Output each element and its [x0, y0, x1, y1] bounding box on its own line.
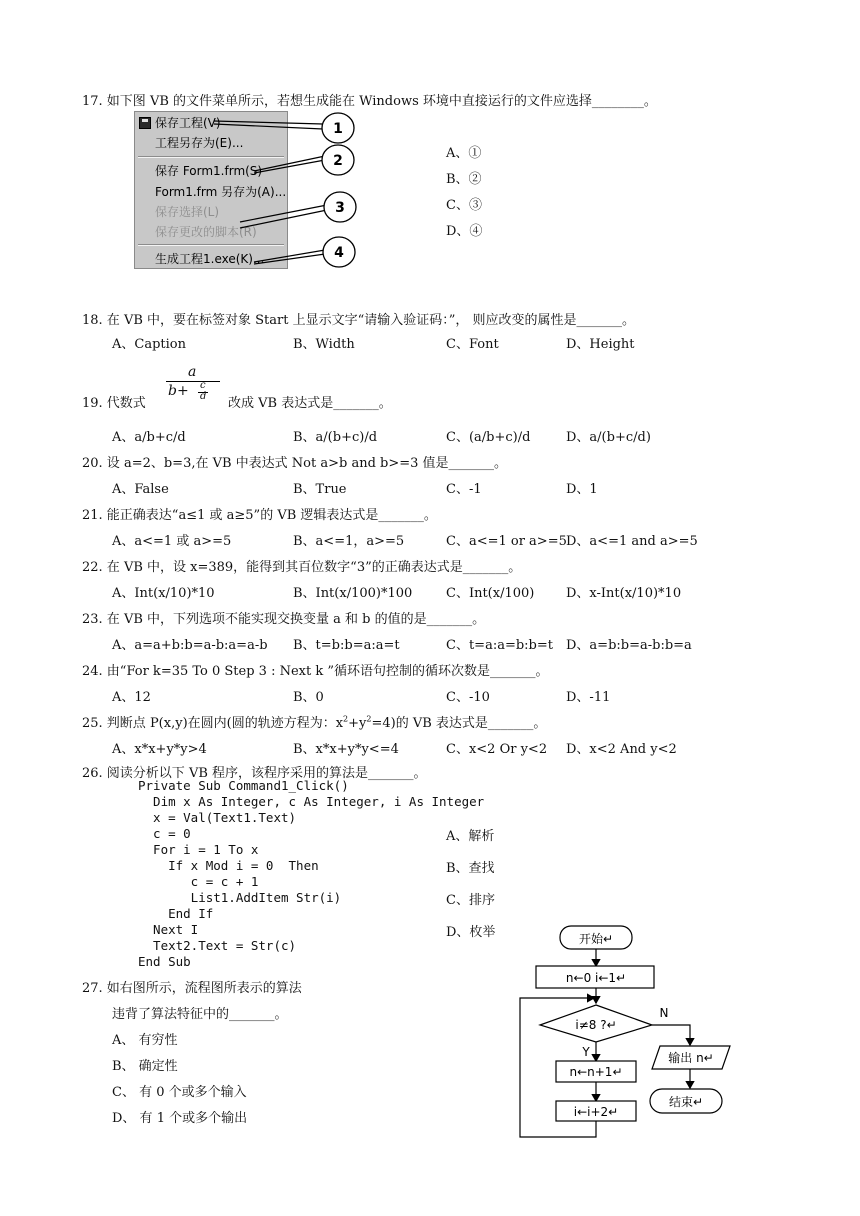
q26-option-d[interactable]: D、枚举 — [446, 925, 496, 940]
fraction-denominator: b+ — [168, 383, 189, 399]
q21-option-a[interactable]: A、a<=1 或 a>=5 — [112, 534, 232, 549]
callout-label: 3 — [335, 200, 345, 216]
menu-item-make-exe: 生成工程1.exe(K)... — [155, 252, 265, 266]
q20-option-c[interactable]: C、-1 — [446, 482, 482, 497]
q27-option-c[interactable]: C、 有 0 个或多个输入 — [112, 1085, 247, 1100]
q17-option-b[interactable]: B、② — [446, 172, 482, 187]
code-line: End Sub — [138, 954, 191, 969]
q23-option-c[interactable]: C、t=a:a=b:b=t — [446, 638, 553, 653]
q18-stem: 18. 在 VB 中，要在标签对象 Start 上显示文字“请输入验证码：”， 则应改变的属性是_______。 — [82, 313, 636, 328]
q23-stem: 23. 在 VB 中，下列选项不能实现交换变量 a 和 b 的值的是_______。 — [82, 612, 486, 627]
q26-option-c[interactable]: C、排序 — [446, 893, 495, 908]
code-line: For i = 1 To x — [138, 842, 259, 857]
q20-option-b[interactable]: B、True — [293, 482, 347, 497]
flow-end-label: 结束↵ — [668, 1095, 704, 1109]
flow-no-label: N — [659, 1006, 669, 1020]
q22-option-c[interactable]: C、Int(x/100) — [446, 586, 535, 601]
q17-option-c[interactable]: C、③ — [446, 198, 482, 213]
q26-option-a[interactable]: A、解析 — [446, 829, 495, 844]
q25-stem: 25. 判断点 P(x,y)在圆内(圆的轨迹方程为：$x^2+y^2=4$)的 VB 表达式是_______。 — [82, 714, 547, 731]
flow-yes-label: Y — [582, 1045, 590, 1059]
code-line: If x Mod i = 0 Then — [138, 858, 319, 873]
q25-option-d[interactable]: D、x<2 And y<2 — [566, 742, 677, 757]
menu-item-save-changed-script: 保存更改的脚本(R) — [155, 225, 257, 239]
q21-option-b[interactable]: B、a<=1，a>=5 — [293, 534, 405, 549]
q24-option-a[interactable]: A、12 — [112, 690, 151, 705]
menu-item-save-selection: 保存选择(L) — [155, 205, 220, 219]
q24-option-d[interactable]: D、-11 — [566, 690, 611, 705]
q21-option-d[interactable]: D、a<=1 and a>=5 — [566, 534, 698, 549]
code-line: Text2.Text = Str(c) — [138, 938, 297, 953]
q24-option-c[interactable]: C、-10 — [446, 690, 490, 705]
q24-stem: 24. 由“For k=35 To 0 Step 3 : Next k ”循环语句控制的循环次数是_______。 — [82, 664, 549, 679]
inner-denominator: d — [200, 391, 207, 402]
q27-option-b[interactable]: B、 确定性 — [112, 1059, 178, 1074]
flow-step-i-label: i←i+2↵ — [573, 1105, 619, 1119]
q18-option-c[interactable]: C、Font — [446, 337, 499, 352]
menu-item-save-form-as: Form1.frm 另存为(A)... — [155, 185, 287, 199]
flow-step-n-label: n←n+1↵ — [569, 1065, 623, 1079]
q20-option-d[interactable]: D、1 — [566, 482, 598, 497]
q24-option-b[interactable]: B、0 — [293, 690, 324, 705]
q19-option-c[interactable]: C、(a/b+c)/d — [446, 430, 531, 445]
q22-option-a[interactable]: A、Int(x/10)*10 — [112, 586, 215, 601]
flow-init-label: n←0 i←1↵ — [565, 971, 627, 985]
menu-item-save-project-as: 工程另存为(E)... — [155, 136, 244, 150]
q19-option-d[interactable]: D、a/(b+c/d) — [566, 430, 651, 445]
menu-item-save-project: 保存工程(V) — [155, 116, 221, 130]
q19-option-b[interactable]: B、a/(b+c)/d — [293, 430, 378, 445]
q27-stem-line2: 违背了算法特征中的_______。 — [112, 1007, 288, 1022]
inner-numerator: c — [200, 380, 206, 391]
q27-option-d[interactable]: D、 有 1 个或多个输出 — [112, 1111, 248, 1126]
callout-label: 1 — [333, 121, 343, 137]
q20-option-a[interactable]: A、False — [112, 482, 169, 497]
q23-option-d[interactable]: D、a=b:b=a-b:b=a — [566, 638, 692, 653]
q25-option-b[interactable]: B、x*x+y*y<=4 — [293, 742, 399, 757]
fraction-numerator: a — [188, 364, 197, 380]
q18-option-a[interactable]: A、Caption — [112, 337, 186, 352]
code-line: Dim x As Integer, c As Integer, i As Integer — [138, 794, 485, 809]
q21-option-c[interactable]: C、a<=1 or a>=5 — [446, 534, 567, 549]
q19-stem-prefix: 19. 代数式 — [82, 396, 146, 411]
flow-output-label: 输出 n↵ — [668, 1051, 714, 1065]
flow-start-label: 开始↵ — [578, 932, 614, 946]
q22-option-d[interactable]: D、x-Int(x/10)*10 — [566, 586, 682, 601]
code-line: Private Sub Command1_Click() — [138, 778, 349, 793]
q22-stem: 22. 在 VB 中，设 x=389，能得到其百位数字“3”的正确表达式是_______。 — [82, 560, 522, 575]
q19-stem-suffix: 改成 VB 表达式是_______。 — [228, 396, 392, 411]
q27-option-a[interactable]: A、 有穷性 — [112, 1033, 178, 1048]
q17-stem: 17. 如下图 VB 的文件菜单所示，若想生成能在 Windows 环境中直接运行的文件应选择________。 — [82, 94, 657, 109]
q25-option-c[interactable]: C、x<2 Or y<2 — [446, 742, 548, 757]
code-line: List1.AddItem Str(i) — [138, 890, 342, 905]
q20-stem: 20. 设 a=2、b=3,在 VB 中表达式 Not a>b and b>=3 值是_______。 — [82, 456, 508, 471]
q21-stem: 21. 能正确表达“a≤1 或 a≥5”的 VB 逻辑表达式是_______。 — [82, 508, 437, 523]
q19-option-a[interactable]: A、a/b+c/d — [112, 430, 186, 445]
code-line: x = Val(Text1.Text) — [138, 810, 297, 825]
q18-option-b[interactable]: B、Width — [293, 337, 355, 352]
q26-option-b[interactable]: B、查找 — [446, 861, 495, 876]
code-line: End If — [138, 906, 214, 921]
q18-option-d[interactable]: D、Height — [566, 337, 635, 352]
code-line: c = 0 — [138, 826, 191, 841]
callout-label: 4 — [334, 245, 344, 261]
q27-stem-line1: 27. 如右图所示，流程图所表示的算法 — [82, 981, 302, 996]
q23-option-b[interactable]: B、t=b:b=a:a=t — [293, 638, 400, 653]
callout-label: 2 — [333, 153, 343, 169]
menu-item-save-form: 保存 Form1.frm(S) — [155, 164, 263, 178]
code-line: Next I — [138, 922, 199, 937]
code-line: c = c + 1 — [138, 874, 259, 889]
q26-stem: 26. 阅读分析以下 VB 程序，该程序采用的算法是_______。 — [82, 766, 427, 781]
q23-option-a[interactable]: A、a=a+b:b=a-b:a=a-b — [112, 638, 268, 653]
q17-option-a[interactable]: A、① — [446, 146, 482, 161]
q25-option-a[interactable]: A、x*x+y*y>4 — [112, 742, 207, 757]
q22-option-b[interactable]: B、Int(x/100)*100 — [293, 586, 413, 601]
flow-decision-label: i≠8 ?↵ — [575, 1018, 617, 1032]
q17-option-d[interactable]: D、④ — [446, 224, 483, 239]
